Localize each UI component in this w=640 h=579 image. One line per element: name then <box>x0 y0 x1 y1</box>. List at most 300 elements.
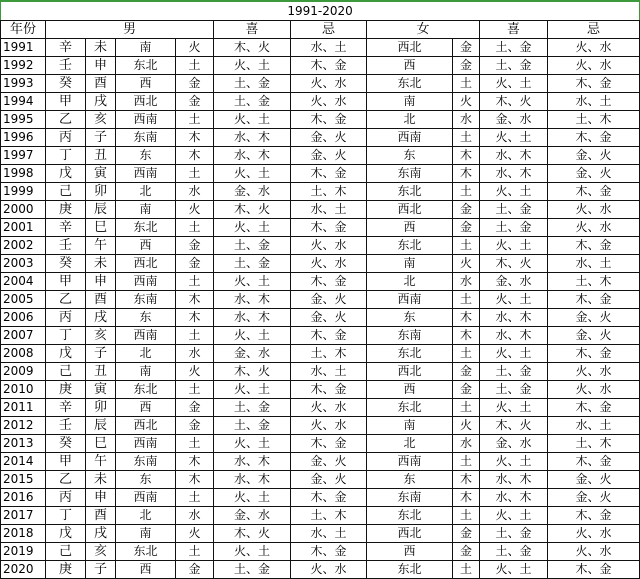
male-element-cell: 金 <box>176 399 214 417</box>
female-favorable-cell: 火、土 <box>480 561 548 579</box>
male-unfavorable-cell: 火、水 <box>291 237 367 255</box>
male-unfavorable-cell: 金、火 <box>291 453 367 471</box>
female-unfavorable-cell: 火、水 <box>548 381 640 399</box>
year-cell: 2013 <box>1 435 46 453</box>
female-unfavorable-cell: 木、金 <box>548 507 640 525</box>
female-unfavorable-cell: 金、火 <box>548 489 640 507</box>
male-unfavorable-cell: 金、火 <box>291 129 367 147</box>
branch-cell: 午 <box>86 453 116 471</box>
branch-cell: 巳 <box>86 435 116 453</box>
male-favorable-cell: 土、金 <box>214 255 291 273</box>
female-element-cell: 土 <box>453 453 480 471</box>
year-cell: 2016 <box>1 489 46 507</box>
female-direction-cell: 南 <box>367 93 453 111</box>
male-element-cell: 木 <box>176 309 214 327</box>
male-unfavorable-cell: 水、土 <box>291 39 367 57</box>
female-favorable-cell: 水、木 <box>480 165 548 183</box>
male-unfavorable-cell: 火、水 <box>291 75 367 93</box>
female-favorable-cell: 火、土 <box>480 237 548 255</box>
female-direction-cell: 西南 <box>367 453 453 471</box>
female-unfavorable-cell: 金、火 <box>548 309 640 327</box>
female-favorable-cell: 火、土 <box>480 507 548 525</box>
branch-cell: 亥 <box>86 543 116 561</box>
table-row <box>1 129 640 147</box>
female-element-cell: 木 <box>453 489 480 507</box>
female-element-cell: 金 <box>453 219 480 237</box>
table-row <box>1 219 640 237</box>
title-row <box>1 1 640 21</box>
female-element-cell: 土 <box>453 75 480 93</box>
stem-cell: 丁 <box>46 507 86 525</box>
year-cell: 1999 <box>1 183 46 201</box>
male-unfavorable-cell: 土、木 <box>291 345 367 363</box>
male-favorable-cell: 火、土 <box>214 111 291 129</box>
branch-cell: 亥 <box>86 111 116 129</box>
male-element-cell: 金 <box>176 255 214 273</box>
header-year: 年份 <box>1 21 46 39</box>
female-favorable-cell: 水、木 <box>480 471 548 489</box>
female-unfavorable-cell: 金、火 <box>548 471 640 489</box>
year-cell: 1998 <box>1 165 46 183</box>
male-favorable-cell: 火、土 <box>214 57 291 75</box>
male-direction-cell: 东 <box>116 147 176 165</box>
female-favorable-cell: 水、木 <box>480 489 548 507</box>
male-favorable-cell: 木、火 <box>214 201 291 219</box>
female-element-cell: 土 <box>453 561 480 579</box>
header-male-ji: 忌 <box>291 21 367 39</box>
male-unfavorable-cell: 土、木 <box>291 183 367 201</box>
table-row <box>1 345 640 363</box>
year-cell: 2012 <box>1 417 46 435</box>
female-favorable-cell: 土、金 <box>480 363 548 381</box>
stem-cell: 己 <box>46 363 86 381</box>
male-unfavorable-cell: 火、水 <box>291 399 367 417</box>
branch-cell: 丑 <box>86 147 116 165</box>
stem-cell: 辛 <box>46 219 86 237</box>
male-unfavorable-cell: 木、金 <box>291 219 367 237</box>
female-direction-cell: 东南 <box>367 489 453 507</box>
branch-cell: 丑 <box>86 363 116 381</box>
stem-cell: 辛 <box>46 399 86 417</box>
female-unfavorable-cell: 土、木 <box>548 273 640 291</box>
male-direction-cell: 东北 <box>116 57 176 75</box>
stem-cell: 庚 <box>46 381 86 399</box>
header-female: 女 <box>367 21 480 39</box>
female-unfavorable-cell: 金、火 <box>548 147 640 165</box>
year-cell: 2010 <box>1 381 46 399</box>
table-row <box>1 435 640 453</box>
male-direction-cell: 南 <box>116 363 176 381</box>
male-direction-cell: 西 <box>116 75 176 93</box>
stem-cell: 庚 <box>46 561 86 579</box>
male-unfavorable-cell: 火、水 <box>291 255 367 273</box>
male-direction-cell: 东 <box>116 471 176 489</box>
male-element-cell: 金 <box>176 417 214 435</box>
male-element-cell: 土 <box>176 381 214 399</box>
female-favorable-cell: 金、水 <box>480 111 548 129</box>
female-favorable-cell: 火、土 <box>480 129 548 147</box>
year-cell: 2008 <box>1 345 46 363</box>
male-element-cell: 木 <box>176 129 214 147</box>
stem-cell: 癸 <box>46 435 86 453</box>
male-favorable-cell: 金、水 <box>214 345 291 363</box>
stem-cell: 壬 <box>46 57 86 75</box>
table-row <box>1 237 640 255</box>
female-favorable-cell: 水、木 <box>480 327 548 345</box>
male-unfavorable-cell: 木、金 <box>291 543 367 561</box>
male-favorable-cell: 火、土 <box>214 543 291 561</box>
male-unfavorable-cell: 水、土 <box>291 525 367 543</box>
stem-cell: 癸 <box>46 75 86 93</box>
female-direction-cell: 南 <box>367 417 453 435</box>
female-direction-cell: 西北 <box>367 525 453 543</box>
branch-cell: 申 <box>86 489 116 507</box>
male-element-cell: 水 <box>176 507 214 525</box>
female-element-cell: 水 <box>453 435 480 453</box>
table-title: 1991-2020 <box>1 1 640 21</box>
female-direction-cell: 西北 <box>367 201 453 219</box>
female-element-cell: 土 <box>453 399 480 417</box>
female-favorable-cell: 火、土 <box>480 183 548 201</box>
male-favorable-cell: 水、木 <box>214 471 291 489</box>
table-row <box>1 57 640 75</box>
branch-cell: 辰 <box>86 417 116 435</box>
table-row <box>1 309 640 327</box>
female-element-cell: 木 <box>453 147 480 165</box>
female-favorable-cell: 火、土 <box>480 399 548 417</box>
table-row <box>1 543 640 561</box>
male-unfavorable-cell: 木、金 <box>291 435 367 453</box>
branch-cell: 卯 <box>86 399 116 417</box>
year-cell: 1993 <box>1 75 46 93</box>
female-direction-cell: 东北 <box>367 399 453 417</box>
male-favorable-cell: 土、金 <box>214 237 291 255</box>
female-direction-cell: 西 <box>367 219 453 237</box>
female-element-cell: 金 <box>453 381 480 399</box>
stem-cell: 乙 <box>46 471 86 489</box>
female-direction-cell: 南 <box>367 255 453 273</box>
male-favorable-cell: 木、火 <box>214 363 291 381</box>
male-element-cell: 火 <box>176 525 214 543</box>
female-direction-cell: 东北 <box>367 183 453 201</box>
female-favorable-cell: 火、土 <box>480 75 548 93</box>
table-row <box>1 147 640 165</box>
female-unfavorable-cell: 火、水 <box>548 39 640 57</box>
male-favorable-cell: 水、木 <box>214 291 291 309</box>
female-element-cell: 木 <box>453 471 480 489</box>
table-row <box>1 291 640 309</box>
female-direction-cell: 北 <box>367 111 453 129</box>
table-row <box>1 39 640 57</box>
table-row <box>1 201 640 219</box>
male-direction-cell: 西南 <box>116 111 176 129</box>
table-row <box>1 165 640 183</box>
male-element-cell: 金 <box>176 93 214 111</box>
year-cell: 1992 <box>1 57 46 75</box>
male-element-cell: 水 <box>176 183 214 201</box>
male-unfavorable-cell: 木、金 <box>291 273 367 291</box>
female-direction-cell: 北 <box>367 273 453 291</box>
female-element-cell: 火 <box>453 93 480 111</box>
header-row <box>1 21 640 39</box>
year-cell: 2009 <box>1 363 46 381</box>
year-cell: 2018 <box>1 525 46 543</box>
stem-cell: 戊 <box>46 525 86 543</box>
male-favorable-cell: 木、火 <box>214 525 291 543</box>
male-unfavorable-cell: 木、金 <box>291 381 367 399</box>
male-favorable-cell: 土、金 <box>214 75 291 93</box>
stem-cell: 丙 <box>46 309 86 327</box>
year-cell: 2006 <box>1 309 46 327</box>
table-row <box>1 381 640 399</box>
branch-cell: 戌 <box>86 309 116 327</box>
male-favorable-cell: 土、金 <box>214 417 291 435</box>
male-element-cell: 金 <box>176 561 214 579</box>
female-favorable-cell: 水、木 <box>480 147 548 165</box>
year-cell: 2014 <box>1 453 46 471</box>
year-cell: 1995 <box>1 111 46 129</box>
female-direction-cell: 东南 <box>367 327 453 345</box>
branch-cell: 酉 <box>86 291 116 309</box>
female-unfavorable-cell: 木、金 <box>548 129 640 147</box>
female-unfavorable-cell: 火、水 <box>548 363 640 381</box>
year-cell: 2007 <box>1 327 46 345</box>
female-unfavorable-cell: 木、金 <box>548 75 640 93</box>
year-cell: 2004 <box>1 273 46 291</box>
male-favorable-cell: 水、木 <box>214 453 291 471</box>
male-direction-cell: 西 <box>116 561 176 579</box>
male-element-cell: 土 <box>176 543 214 561</box>
male-unfavorable-cell: 金、火 <box>291 147 367 165</box>
year-cell: 1994 <box>1 93 46 111</box>
male-element-cell: 土 <box>176 327 214 345</box>
female-element-cell: 金 <box>453 363 480 381</box>
female-favorable-cell: 金、水 <box>480 435 548 453</box>
female-favorable-cell: 木、火 <box>480 93 548 111</box>
table-row <box>1 489 640 507</box>
female-unfavorable-cell: 金、火 <box>548 327 640 345</box>
branch-cell: 辰 <box>86 201 116 219</box>
male-direction-cell: 东北 <box>116 543 176 561</box>
female-element-cell: 土 <box>453 129 480 147</box>
header-female-ji: 忌 <box>548 21 640 39</box>
table-row <box>1 525 640 543</box>
male-favorable-cell: 火、土 <box>214 381 291 399</box>
female-element-cell: 水 <box>453 111 480 129</box>
female-direction-cell: 东北 <box>367 507 453 525</box>
stem-cell: 戊 <box>46 165 86 183</box>
female-direction-cell: 东 <box>367 147 453 165</box>
male-direction-cell: 西南 <box>116 165 176 183</box>
female-unfavorable-cell: 木、金 <box>548 453 640 471</box>
table-row <box>1 93 640 111</box>
header-female-xi: 喜 <box>480 21 548 39</box>
female-unfavorable-cell: 火、水 <box>548 543 640 561</box>
year-cell: 2001 <box>1 219 46 237</box>
female-unfavorable-cell: 水、土 <box>548 417 640 435</box>
female-unfavorable-cell: 水、土 <box>548 93 640 111</box>
male-unfavorable-cell: 火、水 <box>291 93 367 111</box>
stem-cell: 己 <box>46 543 86 561</box>
year-cell: 2002 <box>1 237 46 255</box>
stem-cell: 戊 <box>46 345 86 363</box>
male-favorable-cell: 火、土 <box>214 489 291 507</box>
stem-cell: 丁 <box>46 147 86 165</box>
female-favorable-cell: 木、火 <box>480 255 548 273</box>
female-element-cell: 水 <box>453 273 480 291</box>
female-element-cell: 金 <box>453 39 480 57</box>
female-direction-cell: 西北 <box>367 363 453 381</box>
year-cell: 2015 <box>1 471 46 489</box>
male-direction-cell: 西 <box>116 399 176 417</box>
table-row <box>1 183 640 201</box>
male-favorable-cell: 土、金 <box>214 93 291 111</box>
branch-cell: 未 <box>86 39 116 57</box>
female-favorable-cell: 土、金 <box>480 57 548 75</box>
male-unfavorable-cell: 金、火 <box>291 309 367 327</box>
male-direction-cell: 西北 <box>116 255 176 273</box>
table-row <box>1 399 640 417</box>
male-direction-cell: 东北 <box>116 219 176 237</box>
year-cell: 2000 <box>1 201 46 219</box>
female-unfavorable-cell: 木、金 <box>548 237 640 255</box>
male-element-cell: 木 <box>176 453 214 471</box>
stem-cell: 甲 <box>46 273 86 291</box>
female-direction-cell: 东南 <box>367 165 453 183</box>
female-direction-cell: 东北 <box>367 561 453 579</box>
table-row <box>1 327 640 345</box>
branch-cell: 子 <box>86 345 116 363</box>
table-row <box>1 273 640 291</box>
male-favorable-cell: 水、木 <box>214 309 291 327</box>
female-unfavorable-cell: 土、木 <box>548 435 640 453</box>
male-element-cell: 土 <box>176 219 214 237</box>
female-direction-cell: 西 <box>367 57 453 75</box>
year-cell: 2005 <box>1 291 46 309</box>
stem-cell: 乙 <box>46 291 86 309</box>
branch-cell: 寅 <box>86 381 116 399</box>
year-cell: 1996 <box>1 129 46 147</box>
table-row <box>1 75 640 93</box>
female-favorable-cell: 火、土 <box>480 345 548 363</box>
male-element-cell: 火 <box>176 201 214 219</box>
branch-cell: 卯 <box>86 183 116 201</box>
female-direction-cell: 东北 <box>367 345 453 363</box>
table-row <box>1 255 640 273</box>
male-direction-cell: 西 <box>116 237 176 255</box>
female-direction-cell: 西北 <box>367 39 453 57</box>
female-direction-cell: 北 <box>367 435 453 453</box>
male-favorable-cell: 火、土 <box>214 435 291 453</box>
female-unfavorable-cell: 木、金 <box>548 399 640 417</box>
stem-cell: 癸 <box>46 255 86 273</box>
male-element-cell: 火 <box>176 363 214 381</box>
header-male: 男 <box>46 21 214 39</box>
male-element-cell: 木 <box>176 291 214 309</box>
branch-cell: 酉 <box>86 75 116 93</box>
table-row <box>1 507 640 525</box>
male-direction-cell: 南 <box>116 39 176 57</box>
female-favorable-cell: 火、土 <box>480 291 548 309</box>
stem-cell: 乙 <box>46 111 86 129</box>
male-direction-cell: 西南 <box>116 435 176 453</box>
female-element-cell: 土 <box>453 291 480 309</box>
male-unfavorable-cell: 木、金 <box>291 489 367 507</box>
male-direction-cell: 北 <box>116 183 176 201</box>
female-direction-cell: 西南 <box>367 129 453 147</box>
female-element-cell: 土 <box>453 237 480 255</box>
male-unfavorable-cell: 火、水 <box>291 417 367 435</box>
female-element-cell: 金 <box>453 525 480 543</box>
year-cell: 2020 <box>1 561 46 579</box>
male-direction-cell: 西南 <box>116 327 176 345</box>
male-unfavorable-cell: 土、木 <box>291 507 367 525</box>
female-element-cell: 木 <box>453 327 480 345</box>
male-element-cell: 土 <box>176 435 214 453</box>
year-cell: 1991 <box>1 39 46 57</box>
male-element-cell: 木 <box>176 147 214 165</box>
male-element-cell: 木 <box>176 471 214 489</box>
male-direction-cell: 东南 <box>116 291 176 309</box>
male-element-cell: 土 <box>176 111 214 129</box>
female-element-cell: 土 <box>453 345 480 363</box>
year-cell: 2019 <box>1 543 46 561</box>
male-unfavorable-cell: 木、金 <box>291 165 367 183</box>
branch-cell: 巳 <box>86 219 116 237</box>
female-unfavorable-cell: 木、金 <box>548 183 640 201</box>
branch-cell: 未 <box>86 471 116 489</box>
female-direction-cell: 东 <box>367 309 453 327</box>
male-unfavorable-cell: 木、金 <box>291 327 367 345</box>
sheet-body <box>1 1 640 579</box>
stem-cell: 丙 <box>46 489 86 507</box>
stem-cell: 壬 <box>46 417 86 435</box>
male-element-cell: 土 <box>176 57 214 75</box>
female-element-cell: 木 <box>453 165 480 183</box>
male-unfavorable-cell: 水、土 <box>291 363 367 381</box>
female-favorable-cell: 土、金 <box>480 525 548 543</box>
stem-cell: 丁 <box>46 327 86 345</box>
male-direction-cell: 西北 <box>116 93 176 111</box>
male-unfavorable-cell: 金、火 <box>291 471 367 489</box>
female-direction-cell: 西南 <box>367 291 453 309</box>
stem-cell: 甲 <box>46 93 86 111</box>
female-direction-cell: 东北 <box>367 75 453 93</box>
male-favorable-cell: 土、金 <box>214 399 291 417</box>
branch-cell: 申 <box>86 57 116 75</box>
male-unfavorable-cell: 水、土 <box>291 201 367 219</box>
table-row <box>1 453 640 471</box>
male-favorable-cell: 火、土 <box>214 273 291 291</box>
male-favorable-cell: 火、土 <box>214 165 291 183</box>
year-cell: 2017 <box>1 507 46 525</box>
female-unfavorable-cell: 土、木 <box>548 111 640 129</box>
male-direction-cell: 西南 <box>116 273 176 291</box>
female-element-cell: 土 <box>453 507 480 525</box>
female-favorable-cell: 木、火 <box>480 417 548 435</box>
female-unfavorable-cell: 火、水 <box>548 525 640 543</box>
branch-cell: 酉 <box>86 507 116 525</box>
branch-cell: 午 <box>86 237 116 255</box>
table-row <box>1 471 640 489</box>
male-direction-cell: 北 <box>116 507 176 525</box>
table-row <box>1 417 640 435</box>
male-favorable-cell: 金、水 <box>214 507 291 525</box>
table-row <box>1 111 640 129</box>
male-direction-cell: 东 <box>116 309 176 327</box>
male-unfavorable-cell: 金、火 <box>291 291 367 309</box>
year-cell: 2003 <box>1 255 46 273</box>
